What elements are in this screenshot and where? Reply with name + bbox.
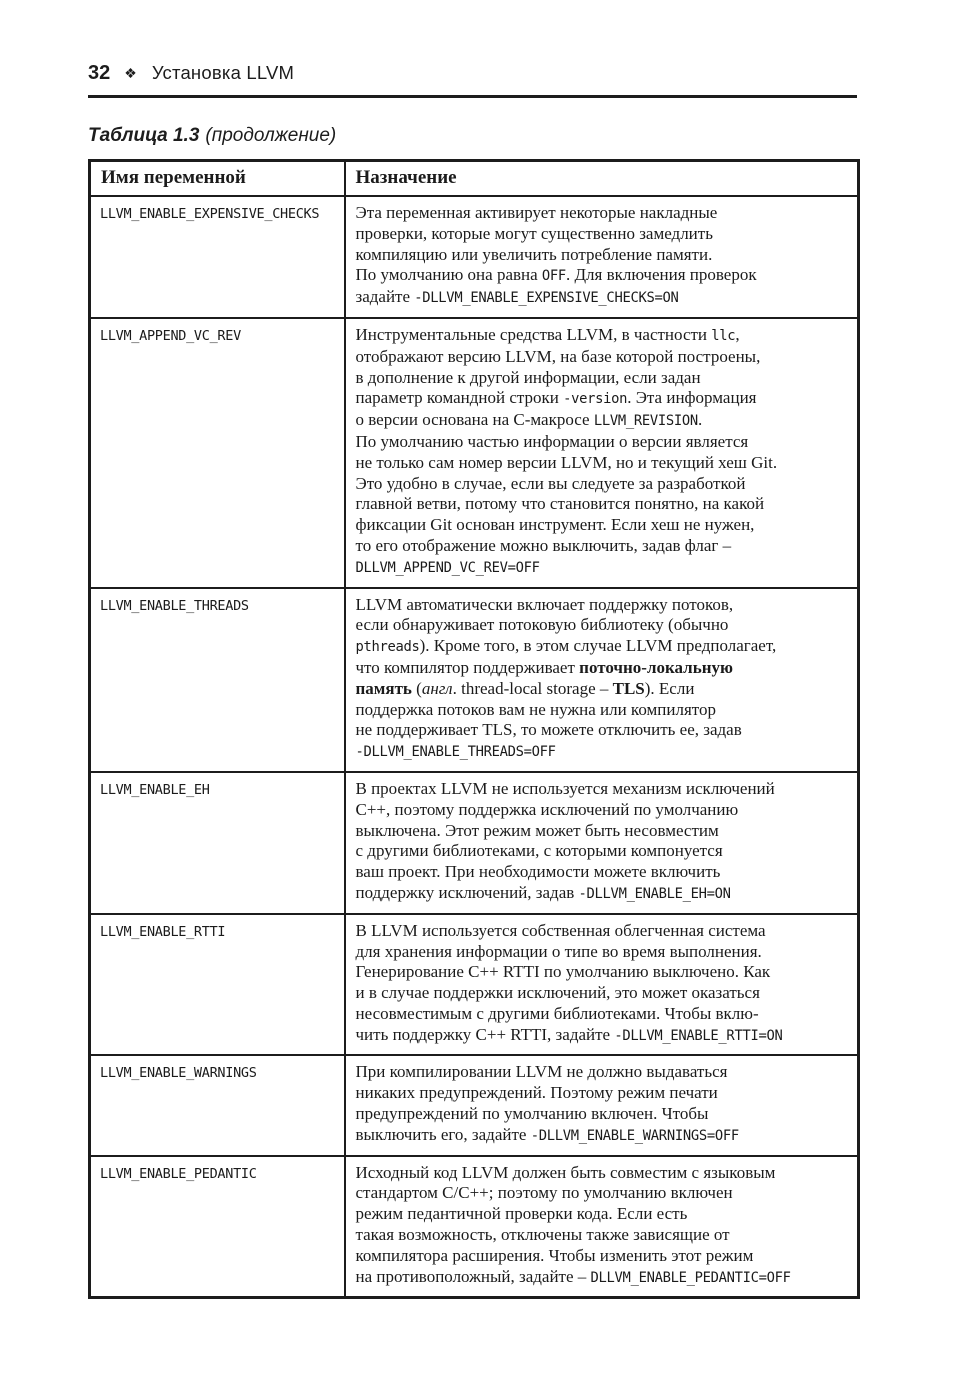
text-segment: проверки, которые могут существенно замедлить — [355, 223, 713, 243]
text-segment: C++, поэтому поддержка исключений по умолчанию — [355, 799, 739, 819]
caption-label: Таблица 1.3 — [88, 125, 200, 146]
description-cell — [345, 914, 859, 1056]
variable-name-cell — [90, 318, 345, 588]
variable-name: LLVM_ENABLE_EH — [100, 781, 210, 798]
text-segment: не поддерживает TLS, то можете отключить ее, задав — [355, 720, 742, 740]
code-segment: -DLLVM_ENABLE_EXPENSIVE_CHECKS=ON — [414, 290, 679, 307]
code-segment: -DLLVM_ENABLE_WARNINGS=OFF — [530, 1127, 739, 1144]
text-segment: о версии основана на C-макросе — [355, 410, 594, 430]
text-segment: в дополнение к другой информации, если задан — [355, 367, 701, 387]
table-body — [90, 196, 859, 1298]
variable-name-cell — [90, 914, 345, 1056]
text-segment: задайте — [355, 287, 415, 307]
text-segment: По умолчанию она равна — [355, 265, 542, 285]
variable-name: LLVM_ENABLE_EXPENSIVE_CHECKS — [100, 206, 320, 222]
col-header-purpose: Назначение — [345, 161, 859, 197]
col-header-variable-name: Имя переменной — [90, 161, 345, 197]
text-segment: если обнаруживает потоковую библиотеку (обычно — [355, 615, 729, 635]
chapter-title: Установка LLVM — [151, 62, 295, 83]
text-segment: и в случае поддержки исключений, это может оказаться — [355, 983, 760, 1003]
text-segment: не только сам номер версии LLVM, но и текущий хеш Git. — [355, 452, 778, 472]
text-segment: LLVM автоматически включает поддержку потоков, — [355, 594, 734, 614]
caption-note: (продолжение) — [205, 125, 337, 146]
text-segment: с другими библиотеками, с которыми компонуется — [355, 841, 723, 861]
variable-name: LLVM_ENABLE_THREADS — [100, 597, 249, 614]
text-segment: При компилировании LLVM не должно выдаваться — [355, 1062, 728, 1082]
table-row — [90, 318, 859, 588]
text-segment: стандартом C/C++; поэтому по умолчанию включен — [355, 1183, 733, 1203]
page-content — [88, 0, 857, 1299]
text-segment: компиляцию или увеличить потребление памяти. — [355, 244, 713, 264]
code-segment: DLLVM_APPEND_VC_REV=OFF — [355, 559, 540, 576]
table-row — [90, 772, 859, 914]
text-segment: отображают версию LLVM, на базе которой построены, — [355, 346, 761, 366]
code-segment: -DLLVM_ENABLE_RTTI=ON — [614, 1027, 783, 1044]
header-rule — [88, 95, 857, 98]
text-segment: . thread-local storage – — [452, 678, 613, 698]
code-segment: LLVM_REVISION — [593, 413, 698, 430]
text-segment: несовместимым с другими библиотеками. Чтобы вклю- — [355, 1003, 759, 1023]
table-caption — [88, 125, 857, 147]
text-segment: ). Если — [644, 678, 695, 698]
text-segment: . Эта информация — [627, 388, 757, 408]
variable-name-cell — [90, 588, 345, 772]
text-segment: никаких предупреждений. Поэтому режим печати — [355, 1083, 718, 1103]
text-segment: режим педантичной проверки кода. Если есть — [355, 1204, 688, 1224]
variable-name: LLVM_ENABLE_WARNINGS — [100, 1065, 257, 1082]
code-segment: pthreads — [355, 639, 420, 656]
description-cell — [345, 588, 859, 772]
variable-name: LLVM_ENABLE_PEDANTIC — [100, 1165, 257, 1182]
table-row — [90, 1156, 859, 1298]
text-segment: на противоположный, задайте – — [355, 1266, 591, 1286]
text-segment: такая возможность, отключены также зависящие от — [355, 1225, 730, 1245]
text-segment: предупреждений по умолчанию включен. Чтобы — [355, 1104, 709, 1124]
text-segment: ). Кроме того, в этом случае LLVM предполагает, — [419, 636, 777, 656]
text-segment: главной ветви, потому что становится понятно, на какой — [355, 494, 765, 514]
table-header-row — [90, 161, 859, 197]
text-segment: компилятора расширения. Чтобы изменить этот режим — [355, 1245, 754, 1265]
variable-name-cell — [90, 196, 345, 318]
text-segment: Это удобно в случае, если вы следуете за разработкой — [355, 473, 746, 493]
description-cell — [345, 318, 859, 588]
text-segment: англ — [421, 678, 453, 698]
code-segment: -DLLVM_ENABLE_EH=ON — [578, 885, 731, 902]
table-row — [90, 1055, 859, 1155]
code-segment: OFF — [541, 268, 566, 285]
text-segment: поддержка потоков вам не нужна или компилятор — [355, 699, 716, 719]
table-row — [90, 588, 859, 772]
variable-name-cell — [90, 1156, 345, 1298]
text-segment: то его отображение можно выключить, задав флаг – — [355, 535, 732, 555]
table-head — [90, 161, 859, 197]
table-row — [90, 196, 859, 318]
text-segment: поддержку исключений, задав — [355, 882, 579, 902]
text-segment: . Для включения проверок — [565, 265, 757, 285]
text-segment: для хранения информации о типе во время выполнения. — [355, 941, 762, 961]
code-segment: DLLVM_ENABLE_PEDANTIC=OFF — [590, 1269, 791, 1286]
text-segment: поточно-локальную — [579, 657, 733, 677]
table-row — [90, 914, 859, 1056]
text-segment: По умолчанию частью информации о версии является — [355, 431, 749, 451]
text-segment: , — [735, 324, 740, 344]
text-segment: Исходный код LLVM должен быть совместим с языковым — [355, 1162, 776, 1182]
running-head — [88, 0, 857, 85]
page-number: 32 — [88, 62, 111, 84]
text-segment: TLS — [612, 678, 645, 698]
text-segment: В проектах LLVM не используется механизм исключений — [355, 778, 775, 798]
code-segment: llc — [711, 327, 736, 344]
text-segment: Генерирование C++ RTTI по умолчанию выключено. Как — [355, 962, 771, 982]
text-segment: чить поддержку C++ RTTI, задайте — [355, 1024, 615, 1044]
code-segment: -version — [563, 391, 628, 408]
variable-name-cell — [90, 1055, 345, 1155]
text-segment: выключить его, задайте — [355, 1124, 531, 1144]
variable-name-cell — [90, 772, 345, 914]
text-segment: Инструментальные средства LLVM, в частности — [355, 324, 712, 344]
text-segment: параметр командной строки — [355, 388, 564, 408]
text-segment: ( — [411, 678, 422, 698]
text-segment: фиксации Git основан инструмент. Если хеш не нужен, — [355, 515, 755, 535]
description-cell — [345, 1156, 859, 1298]
text-segment: память — [355, 678, 412, 698]
text-segment: В LLVM используется собственная облегченная система — [355, 920, 766, 940]
description-cell — [345, 196, 859, 318]
description-cell — [345, 1055, 859, 1155]
text-segment: . — [697, 410, 703, 430]
variable-name: LLVM_APPEND_VC_REV — [100, 327, 241, 344]
text-segment: Эта переменная активирует некоторые накладные — [355, 203, 718, 222]
text-segment: что компилятор поддерживает — [355, 657, 580, 677]
variables-table — [88, 159, 860, 1299]
diamond-icon: ❖ — [124, 65, 137, 81]
text-segment: выключена. Этот режим может быть несовместим — [355, 820, 719, 840]
code-segment: -DLLVM_ENABLE_THREADS=OFF — [355, 744, 556, 761]
description-cell — [345, 772, 859, 914]
variable-name: LLVM_ENABLE_RTTI — [100, 923, 226, 940]
text-segment: ваш проект. При необходимости можете включить — [355, 862, 721, 882]
